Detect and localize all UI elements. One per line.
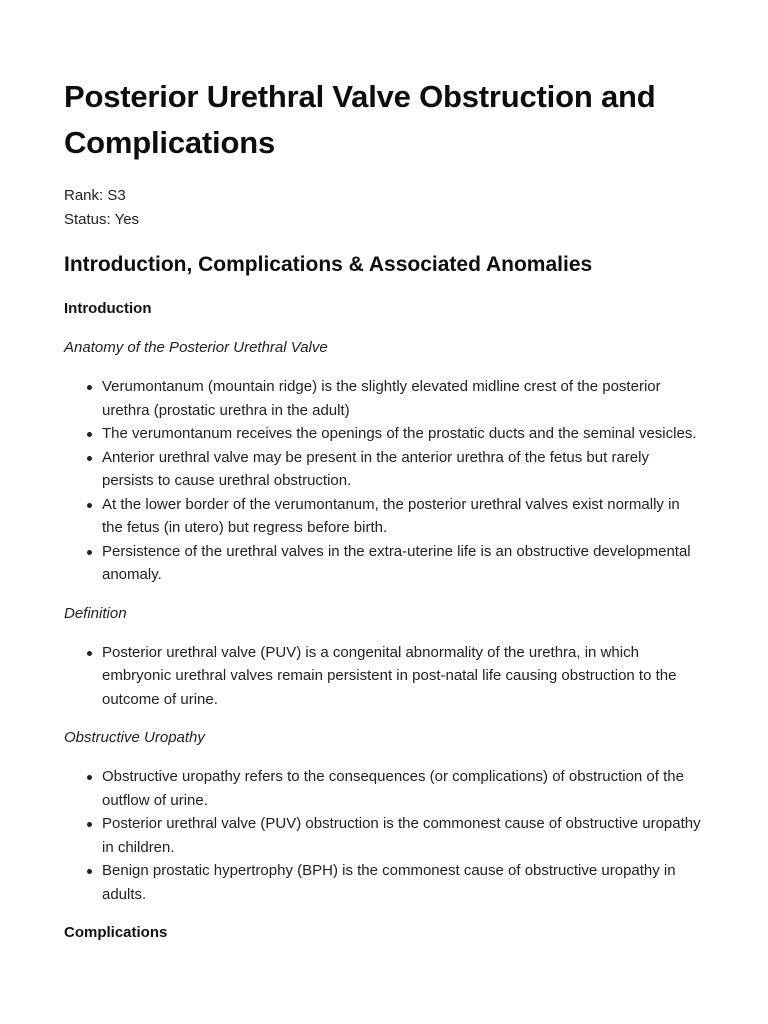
- introduction-heading: Introduction: [64, 300, 152, 317]
- list-item: Persistence of the urethral valves in the extra-uterine life is an obstructive developmental anomaly.: [102, 540, 704, 587]
- obstructive-uropathy-heading: Obstructive Uropathy: [64, 729, 205, 746]
- list-item: Posterior urethral valve (PUV) is a congenital abnormality of the urethra, in which embryonic urethral valves remain persistent in post-natal life causing obstruction to the outcome of urine.: [102, 641, 704, 712]
- list-item: Verumontanum (mountain ridge) is the slightly elevated midline crest of the posterior urethra (prostatic urethra in the adult): [102, 375, 704, 422]
- section-heading: Introduction, Complications & Associated Anomalies: [64, 253, 593, 276]
- anatomy-heading: Anatomy of the Posterior Urethral Valve: [64, 339, 328, 356]
- definition-list: [64, 641, 704, 712]
- list-item: Posterior urethral valve (PUV) obstruction is the commonest cause of obstructive uropathy in children.: [102, 812, 704, 859]
- anatomy-list: [64, 375, 704, 587]
- obstructive-uropathy-list: [64, 765, 704, 906]
- list-item: At the lower border of the verumontanum, the posterior urethral valves exist normally in the fetus (in utero) but regress before birth.: [102, 493, 704, 540]
- list-item: The verumontanum receives the openings of the prostatic ducts and the seminal vesicles.: [102, 422, 704, 446]
- complications-heading: Complications: [64, 924, 168, 941]
- definition-heading: Definition: [64, 604, 127, 622]
- document-meta: [64, 184, 704, 232]
- status-text: Status: Yes: [64, 211, 140, 228]
- rank-text: Rank: S3: [64, 187, 126, 204]
- page-title: Posterior Urethral Valve Obstruction and Complications: [64, 79, 656, 160]
- list-item: Obstructive uropathy refers to the consequences (or complications) of obstruction of the outflow of urine.: [102, 765, 704, 812]
- list-item: Anterior urethral valve may be present in the anterior urethra of the fetus but rarely persists to cause urethral obstruction.: [102, 446, 704, 493]
- list-item: Benign prostatic hypertrophy (BPH) is the commonest cause of obstructive uropathy in adults.: [102, 859, 704, 906]
